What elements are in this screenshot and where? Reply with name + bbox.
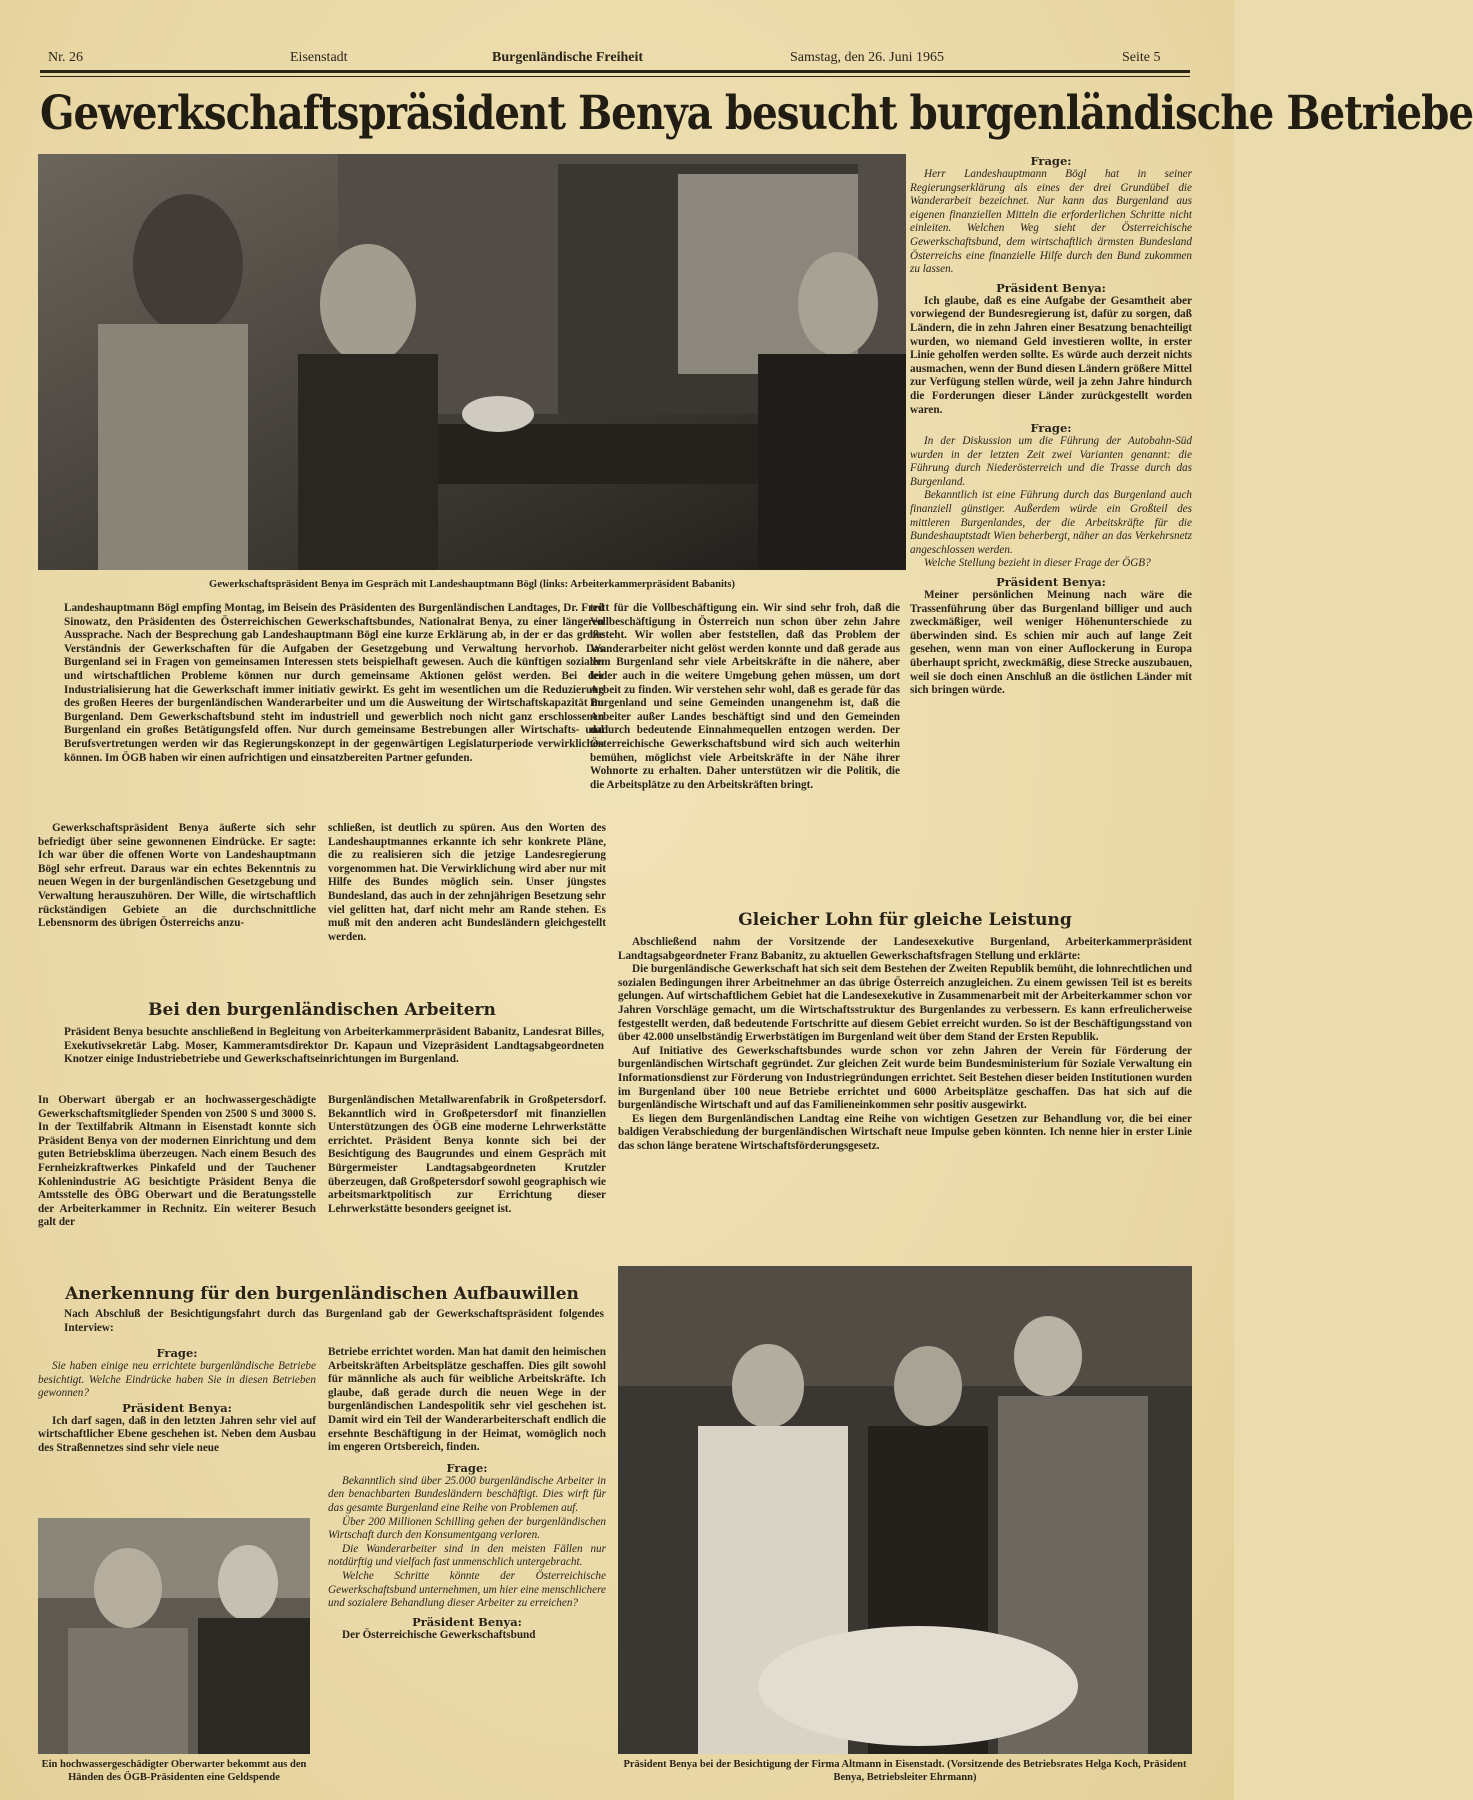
answer-text: Der Österreichische Gewerkschaftsbund <box>342 1628 536 1641</box>
headline: Gewerkschaftspräsident Benya besucht burgenländische Betriebe <box>40 86 1473 141</box>
workers-lead <box>64 1026 604 1067</box>
interview-col1 <box>38 1346 316 1456</box>
question-text: Welche Stellung bezieht in dieser Frage der ÖGB? <box>924 557 1151 570</box>
question-label: Frage: <box>1030 154 1072 168</box>
interview-col2 <box>328 1346 606 1642</box>
equal-pay-section <box>618 936 1192 1154</box>
donation-photo-caption: Ein hochwassergeschädigter Oberwarter bekommt aus den Händen des ÖGB-Präsidenten eine Geldspende <box>41 1759 307 1783</box>
factory-visit-photo <box>618 1266 1192 1754</box>
right-column <box>910 154 1192 698</box>
workers-text: Burgenländischen Metallwarenfabrik in Großpetersdorf. Bekanntlich wird in Großpetersdorf mit finanziellen Unterstützungen des ÖGB eine moderne Lehrwerkstätte errichtet. Präsident Benya konnte sich bei der Besichtigung des Baugrundes und einem Gespräch mit Bürgermeister Landtagsabgeordneten Krutzler überzeugen, daß Großpetersdorf sowohl geographisch wie arbeitsmarktpolitisch zur Errichtung dieser Lehrwerkstätte besonders geeignet ist. <box>328 1094 606 1215</box>
benya-statement-col1 <box>38 822 316 931</box>
question-text: Über 200 Millionen Schilling gehen der burgenländischen Wirtschaft durch den Konsumentgang verloren. <box>328 1515 606 1542</box>
equal-pay-lead: Abschließend nahm der Vorsitzende der Landesexekutive Burgenland, Arbeiterkammerpräsident Landtagsabgeordneter Franz Babanitz, zu aktuellen Gewerkschaftsfragen Stellung und erklärte: <box>618 936 1192 962</box>
question-text: In der Diskussion um die Führung der Autobahn-Süd wurden in der letzten Zeit zwei Varianten genannt: die Führung durch Niederösterreich und die Trasse durch das Burgenland. <box>910 435 1192 488</box>
recognition-lead-text: Nach Abschluß der Besichtigungsfahrt durch das Burgenland gab der Gewerkschaftspräsident folgendes Interview: <box>64 1308 604 1334</box>
benya-statement-col2 <box>328 822 606 944</box>
question-text: Welche Schritte könnte der Österreichische Gewerkschaftsbund unternehmen, um hier eine menschlichere und sozialere Behandlung dieser Arbeiter zu erreichen? <box>328 1569 606 1610</box>
equal-pay-text: Die burgenländische Gewerkschaft hat sich seit dem Bestehen der Zweiten Republik bemüht, die lohnrechtlichen und sozialen Bedingungen ihrer Arbeitnehmer an das übrige Österreich anzugleichen. Zu einem gewissen Teil ist es bereits gelungen. Auf wirtschaftlichem Gebiet hat die Landesexekutive in Zusammenarbeit mit der Arbeiterkammer schon vor Jahren Vorschläge gemacht, um die Wirtschaftsstruktur des Burgenlandes zu verbessern. Es kann erfreulicherweise festgestellt werden, daß bedeutende Fortschritte auf diesem Gebiet erreicht wurden. So ist der Beschäftigungsstand von über 42.000 unselbständig Erwerbstätigen im Burgenland weit über dem Stand der Ersten Republik. <box>618 963 1192 1044</box>
workers-text: In Oberwart übergab er an hochwassergeschädigte Gewerkschaftsmitglieder Spenden von 2500 S und 3000 S. In der Textilfabrik Altmann in Eisenstadt konnte sich Präsident Benya von der modernen Einrichtung und dem guten Betriebsklima überzeugen. Nach einem Besuch des Fernheizkraftwerkes Pinkafeld und der Tauchener Kohlenindustrie AG besichtigte Präsident Benya die Amtsstelle des ÖBG Oberwart und die Beratungsstelle der Arbeiterkammer in Rechnitz. Ein weiterer Besuch galt der <box>38 1094 316 1229</box>
question-label: Frage: <box>446 1460 488 1475</box>
factory-visit-caption: Präsident Benya bei der Besichtigung der Firma Altmann in Eisenstadt. (Vorsitzende des Betriebsrates Helga Koch, Präsident Benya, Betriebsleiter Ehrmann) <box>623 1759 1187 1783</box>
question-label: Frage: <box>156 1346 198 1360</box>
question-label: Frage: <box>1030 421 1072 436</box>
header-rule <box>40 70 1190 73</box>
recognition-lead <box>64 1308 604 1335</box>
question-text: Die Wanderarbeiter sind in den meisten Fällen nur notdürftig und vielfach fast unmenschlich untergebracht. <box>328 1542 606 1569</box>
lead-paragraph <box>64 602 604 765</box>
page-number: Seite 5 <box>1122 50 1161 65</box>
answer-text: Ich darf sagen, daß in den letzten Jahren sehr viel auf wirtschaftlicher Ebene geschehen ist. Neben dem Ausbau des Straßennetzes sind sehr viele neue <box>38 1414 316 1454</box>
issue-number: Nr. 26 <box>48 50 83 65</box>
workers-lead-text: Präsident Benya besuchte anschließend in Begleitung von Arbeiterkammerpräsident Babanitz, Landesrat Billes, Exekutivsekretär Labg. Moser, Kammeramtsdirektor Dr. Kapaun und Vizepräsident Landtagsabgeordneten Knotzer einige Industriebetriebe und Gewerkschaftseinrichtungen im Burgenland. <box>64 1026 604 1066</box>
subheading-recognition: Anerkennung für den burgenländischen Aufbauwillen <box>65 1284 579 1304</box>
city-name: Eisenstadt <box>290 50 348 65</box>
donation-photo <box>38 1518 310 1754</box>
answer-text: Meiner persönlichen Meinung nach wäre die Trassenführung über das Burgenland billiger und auch zweckmäßiger, weil weniger Höhenunterschiede zu überwinden sind. Es schien mir auch auf lange Zeit gesehen, wenn man von einer Auflockerung in Europa überhaupt spricht, zweckmäßig, diese Strecke auszubauen, weil sie doch einen Anschluß an die östlichen Länder mit sich bringen würde. <box>910 589 1192 697</box>
lead-column-mid <box>590 602 900 792</box>
subheading-equal-pay: Gleicher Lohn für gleiche Leistung <box>738 910 1072 930</box>
workers-col2 <box>328 1094 606 1216</box>
equal-pay-text: Es liegen dem Burgenländischen Landtag eine Reihe von wichtigen Gesetzen zur Behandlung vor, die bei einer baldigen Verabschiedung der burgenländischen Wirtschaft neue Impulse geben könnten. Ich nenne hier in erster Linie das schon länge beratene Wirtschaftsförderungsgesetz. <box>618 1112 1192 1152</box>
header-rule-thin <box>40 76 1190 77</box>
equal-pay-text: Auf Initiative des Gewerkschaftsbundes wurde schon vor zehn Jahren der Verein für Förderung der burgenländischen Wirtschaft gegründet. Zur gleichen Zeit wurde beim Bundesministerium für Soziale Verwaltung ein Informationsdienst zur Förderung von Industriegründungen errichtet. Seit Bestehen dieser beiden Institutionen wurden im Burgenland über 100 neue Betriebe errichtet und 6000 Arbeitsplätze geschaffen. Das hat sich auf die burgenländische Wirtschaft und auf das Familieneinkommen sehr positiv ausgewirkt. <box>618 1044 1192 1112</box>
answer-label: Präsident Benya: <box>996 280 1106 295</box>
paper-name: Burgenländische Freiheit <box>492 50 644 65</box>
lead-text: Landeshauptmann Bögl empfing Montag, im Beisein des Präsidenten des Burgenländischen Landtages, Dr. Fred Sinowatz, den Präsidenten des Österreichischen Gewerkschaftsbundes, Nationalrat Benya, zu einer längeren Aussprache. Nach der Besprechung gab Landeshauptmann Bögl eine kurze Erklärung ab, in der er das große Verständnis der Gewerkschaften für die Aufgaben der Gesetzgebung und Verwaltung hervorhob. Das Burgenland sei in Fragen von gemeinsamen Interessen stets beispielhaft gewesen. Auch die künftigen sozialen und wirtschaftlichen Probleme können nur durch gemeinsame Aktionen gelöst werden. Bei der Industrialisierung hat die Gewerkschaft immer initiativ gewirkt. Es geht im wesentlichen um die Reduzierung des großen Heeres der burgenländischen Wanderarbeiter und um die Ausweitung der Wirtschaftskapazität im Burgenland. Dem Gewerkschaftsbund steht im industriell und gewerblich noch nicht ganz erschlossenen Burgenland ein großes Betätigungsfeld offen. Nur durch gemeinsame Bestrebungen aller Wirtschafts- und Berufsvertretungen werden wir das Regierungskonzept in der gegenwärtigen Legislaturperiode verwirklichen können. Im ÖGB haben wir einen aufrichtigen und einsatzbereiten Partner gefunden. <box>64 602 604 764</box>
lead-mid-text: tritt für die Vollbeschäftigung ein. Wir sind sehr froh, daß die Vollbeschäftigung in Österreich nun schon über zehn Jahre besteht. Wir wollen aber feststellen, daß das Problem der Wanderarbeiter nicht gelöst werden konnte und daß gerade aus dem Burgenland sehr viele Arbeitskräfte in die nähere, aber leider auch in die weitere Umgebung gehen müssen, um dort Arbeit zu finden. Wir verstehen sehr wohl, daß es gerade für das Burgenland und seine Gemeinden unangenehm ist, daß die Arbeiter außer Landes beschäftigt sind und den Gemeinden dadurch bedeutende Einnahmequellen entzogen werden. Der Österreichische Gewerkschaftsbund wird sich auch weiterhin bemühen, möglichst viele Arbeitskräfte in der Nähe ihrer Wohnorte zu erhalten. Daher unterstützen wir die Politik, die die Arbeitsplätze zu den Arbeitskräften bringt. <box>590 602 900 791</box>
answer-label: Präsident Benya: <box>996 575 1106 590</box>
answer-text: Betriebe errichtet worden. Man hat damit den heimischen Arbeitskräften Arbeitsplätze geschaffen. Dies gilt sowohl für männliche als auch für weibliche Arbeitskräfte. Ich glaube, daß gerade durch die neuen Wege in der burgenländischen Landespolitik sehr viel geschehen ist. Damit wird ein Teil der Wanderarbeiterschaft endlich die ersehnte Beschäftigung in der Heimat, womöglich noch im engeren Ortsbereich, finden. <box>328 1346 606 1454</box>
question-text: Bekanntlich ist eine Führung durch das Burgenland auch finanziell günstiger. Außerdem würde ein Großteil des mittleren Burgenlandes, der die Arbeitskräfte für die Bundeshauptstadt Wien beherbergt, näher an das Verkehrsnetz angeschlossen werden. <box>910 489 1192 556</box>
question-text: Sie haben einige neu errichtete burgenländische Betriebe besichtigt. Welche Eindrücke haben Sie in diesen Betrieben gewonnen? <box>38 1360 316 1400</box>
question-text: Herr Landeshauptmann Bögl hat in seiner Regierungserklärung als eines der drei Grundübel die Wanderarbeit bezeichnet. Nur kann das Burgenland aus eigenen finanziellen Mitteln die erforderlichen Schritte nicht einleiten. Welchen Weg sieht der Österreichische Gewerkschaftsbund, dem wirtschaftlich ärmsten Bundesland Österreichs eine finanzielle Hilfe durch den Bund zukommen zu lassen. <box>910 168 1192 276</box>
main-photo <box>38 154 906 570</box>
main-photo-caption: Gewerkschaftspräsident Benya im Gespräch mit Landeshauptmann Bögl (links: Arbeiterkammerpräsident Babanits) <box>209 579 735 590</box>
issue-date: Samstag, den 26. Juni 1965 <box>790 50 944 65</box>
answer-label: Präsident Benya: <box>412 1614 522 1629</box>
answer-text: Ich glaube, daß es eine Aufgabe der Gesamtheit aber vorwiegend der Bundesregierung ist, dafür zu sorgen, daß Ländern, die in zehn Jahren einer Besatzung benachteiligt wurden, wo niemand Geld investieren wollte, in erster Linie geholfen werden sollte. Es würde auch derzeit nichts ausmachen, wenn der Bund diesen Ländern größere Mittel zur Verfügung stellen würde, weil ja zehn Jahre hindurch die Forderungen dieser Länder zurückgestellt worden waren. <box>910 294 1192 416</box>
statement-text: schließen, ist deutlich zu spüren. Aus den Worten des Landeshauptmannes erkannte ich sehr konkrete Pläne, die zu realisieren sich die jetzige Landesregierung vorgenommen hat. Die Verwirklichung wird aber nur mit Hilfe des Bundes möglich sein. Unser jüngstes Bundesland, das auch in der zehnjährigen Besetzung sehr viel gelitten hat, darf nicht mehr am Rande stehen. Es muß mit den anderen acht Bundesländern gleichgestellt werden. <box>328 822 606 943</box>
subheading-workers: Bei den burgenländischen Arbeitern <box>148 1000 496 1020</box>
workers-col1 <box>38 1094 316 1230</box>
statement-text: Gewerkschaftspräsident Benya äußerte sich sehr befriedigt über seine gewonnenen Eindrücke. Er sagte: Ich war über die offenen Worte von Landeshauptmann Bögl sehr erfreut. Daraus war ein echtes Bekenntnis zu neuen Wegen in der burgenländischen Gesetzgebung und Verwaltung herauszuhören. Der Wille, die wirtschaftlich rückständigen Gebiete an die durchschnittliche Lebensnorm des übrigen Österreichs anzu- <box>38 822 316 930</box>
question-text: Bekanntlich sind über 25.000 burgenländische Arbeiter in den benachbarten Bundesländern beschäftigt. Dies wirft für das gesamte Burgenland eine Reihe von Problemen auf. <box>328 1474 606 1514</box>
answer-label: Präsident Benya: <box>122 1400 232 1415</box>
